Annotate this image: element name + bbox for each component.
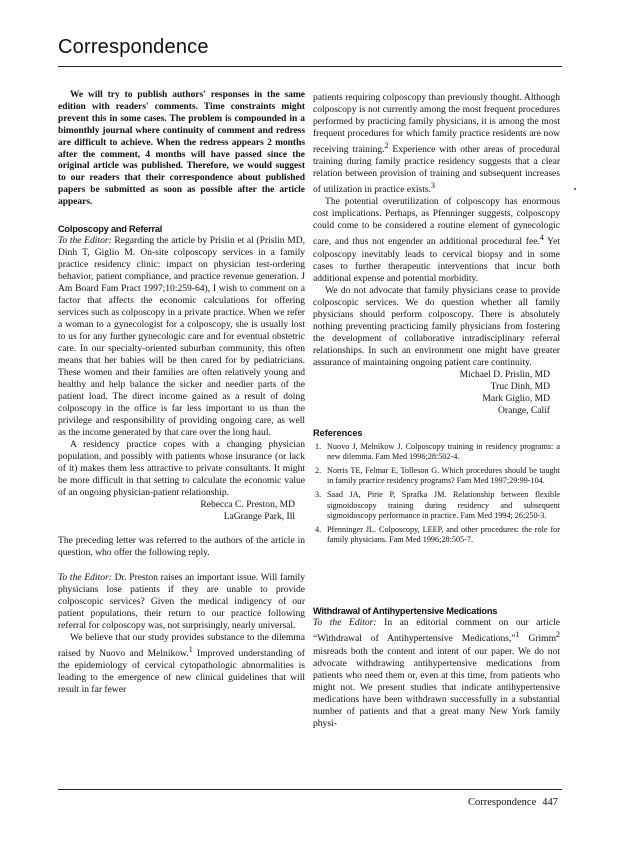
salutation: To the Editor: (58, 235, 112, 247)
speck (574, 188, 576, 190)
reference-item: 3. Saad JA, Pirie P, Sprafka JM. Relationship between flexible sigmoidoscopy training during residency and subsequent sigmoidoscopy performance in practice. Fam Med 1994; 26;250-3. (315, 490, 560, 520)
reference-item: 1. Nuovo J, Melnikow J. Colposcopy training in residency programs: a new dilemma. Fam Med 1996;28:502-4. (315, 441, 560, 461)
signature-line: Rebecca C. Preston, MD (200, 499, 295, 511)
section-heading-colposcopy: Colposcopy and Referral (58, 224, 163, 235)
section-heading-antihypertensive: Withdrawal of Antihypertensive Medications (313, 606, 498, 617)
reply-signature (313, 369, 560, 417)
editorial-notice: We will try to publish authors' responses in the same edition with readers' comments. Time constraints might prevent this in some cases. The problem is compounded in a bimonthly journal where continuity of comment and redress are difficult to achieve. When the redress appears 2 months after the comment, 4 months will have passed since the original article was published. Therefore, we would suggest to our readers that their correspondence about published papers be submitted as soon as possible after the article appears. (58, 90, 305, 208)
letter-paragraph: To the Editor: In an editorial comment on our article “Withdrawal of Antihypertensive Medications,”$^1$ Grimm$^2$ misreads both the content and intent of our paper. We do not advocate withdrawing antihypertensive medications from patients who need them or, even at this time, from patients who might not. We present studies that indicate antihypertensive medications have been withdrawn successfully in a substantial number of patients and that a great many New York family physi- (313, 617, 560, 729)
signature-line: Michael D. Prislin, MD (459, 368, 550, 380)
references-heading: References (313, 427, 363, 438)
letter-paragraph: A residency practice copes with a changing physician population, and possibly with patients whose insurance (or lack of it) makes them less attractive to private consultants. It might be more difficult in that setting to calculate the economic value of an ongoing physician-patient relationship. (58, 439, 305, 499)
reply-paragraph (313, 92, 560, 196)
signature-line: Orange, Calif (498, 404, 550, 416)
reference-item: 4. Pfenninger JL. Colposcopy, LEEP, and other procedures: the role for family physicians. Fam Med 1996;28:505-7. (315, 524, 560, 545)
reply-paragraph: The potential overutilization of colposcopy has enormous cost implications. Perhaps, as Pfenninger suggests, colposcopy could come to be considered a routine element of gynecologic care, and thus not engender an additional procedural fee.$^4$ Yet colposcopy inevitably leads to cervical biopsy and in some cases to further therapeutic interventions that incur both additional expense and potential morbidity. (313, 196, 560, 284)
reply-paragraph: We believe that our study provides substance to the dilemma raised by Nuovo and Melnikow.$^1$ Improved understanding of the epidemiology of cervical cytopathologic abnormalities is leading to the emergence of new clinical guidelines that will result in far fewer (58, 632, 305, 696)
referral-note: The preceding letter was referred to the authors of the article in question, who offer the following reply. (58, 535, 305, 559)
reference-item: 2. Norris TE, Felmar E, Tolleson G. Which procedures should be taught in family practice residency programs? Fam Med 1997;29:99-104. (315, 465, 560, 486)
right-column (313, 92, 560, 730)
left-column (58, 90, 305, 696)
page-footer (468, 797, 558, 808)
signature-line: Truc Dinh, MD (490, 380, 550, 392)
footer-label: Correspondence (468, 797, 537, 808)
reply-continuation: patients requiring colposcopy than previously thought. Although colposcopy is not currently among the most frequent procedures performed by practicing family physicians, it is among the most frequent procedures for which family practice residents are now receiving training.$^2$ Experience with other areas of procedural training during family practice residency suggests that a clear relation between provision of training and subsequent increases of utilization in practice exists.$^3$ (313, 92, 560, 196)
salutation: To the Editor: (58, 572, 112, 584)
references-list (313, 442, 560, 546)
signature-line: Mark Giglio, MD (482, 392, 550, 404)
salutation: To the Editor: (313, 617, 377, 629)
signature-line: LaGrange Park, Ill (223, 511, 295, 523)
reply-paragraph: To the Editor: Dr. Preston raises an important issue. Will family physicians lose patients if they are unable to provide colposcopic services? Given the medical indigency of our patient populations, their return to our practice following referral for colposcopy was, not surprisingly, nearly universal. (58, 572, 305, 632)
letter-signature (58, 499, 305, 523)
page-number: 447 (542, 797, 558, 808)
footer-divider (58, 789, 562, 790)
header-divider (58, 66, 562, 67)
page-title: Correspondence (58, 36, 209, 58)
letter-paragraph: To the Editor: Regarding the article by Prislin et al (Prislin MD, Dinh T, Giglio M. On-site colposcopy services in a family practice residency clinic: impact on physician test-ordering behavior, patient compliance, and practice revenue generation. J Am Board Fam Pract 1997;10:259-64), I wish to comment on a factor that affects the economic calculations for offering services such as colposcopy in a private practice. When we refer a woman to a gynecologist for a colposcopy, she is usually lost to us for any further gynecologic care and for eventual obstetric care. In our specialty-oriented suburban community, this often means that her babies will be then cared for by pediatricians. These women and their families are often relatively young and healthy and help balance the sicker and needier parts of the patient load. The direct income gained as a result of doing colposcopy in the office is far less important to us than the privilege and responsibility of providing ongoing care, as well as the income generated by that care over the long haul. (58, 235, 305, 439)
reply-paragraph: We do not advocate that family physicians cease to provide colposcopic services. We do question whether all family physicians should perform colposcopy. There is absolutely nothing preventing practicing family physicians from fostering the development of collaborative intradisciplinary referral relationships. In such an environment one might have greater assurance of maintaining ongoing patient care continuity. (313, 284, 560, 368)
